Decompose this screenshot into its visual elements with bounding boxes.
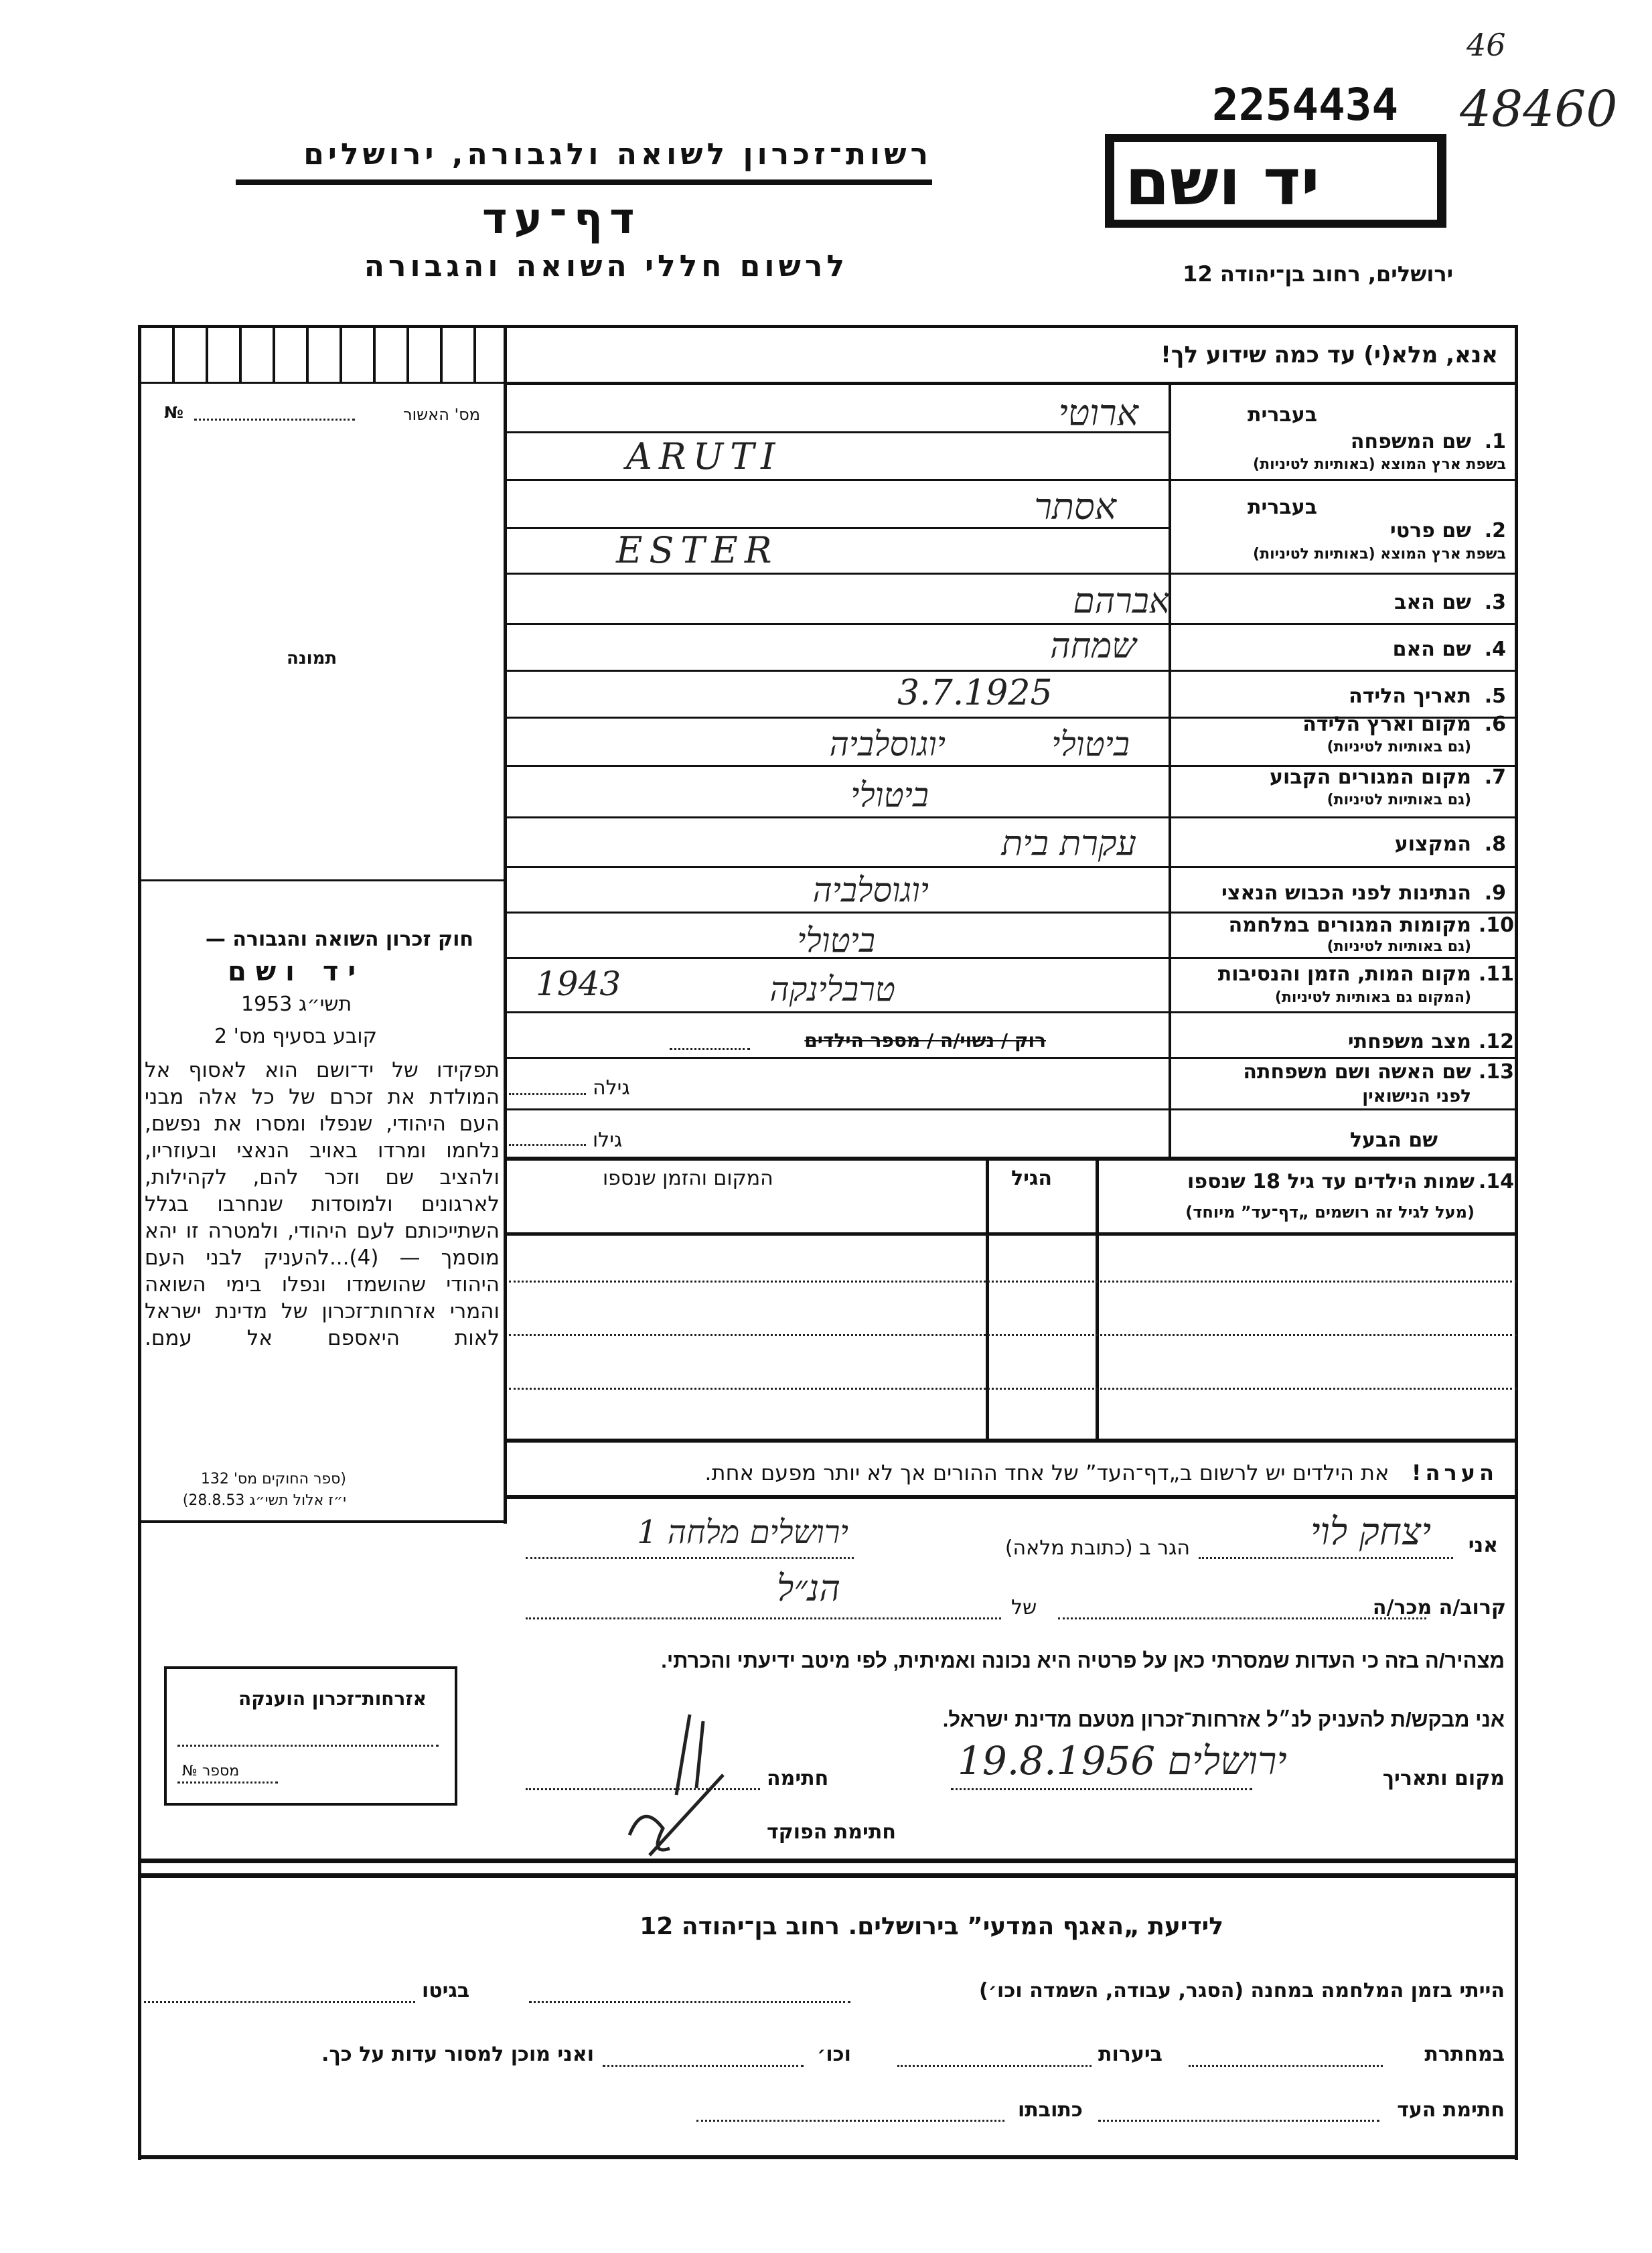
dotted-line bbox=[670, 1048, 750, 1050]
column-divider bbox=[504, 328, 507, 1524]
etc-label: וכו׳ bbox=[817, 2043, 851, 2066]
child-row[interactable] bbox=[509, 1388, 1517, 1390]
row-number: 13. bbox=[1478, 1060, 1514, 1084]
witness-signature-field[interactable] bbox=[1098, 2120, 1379, 2122]
divider bbox=[507, 1011, 1517, 1013]
row-number: 4. bbox=[1484, 638, 1506, 661]
testifier-address-value[interactable]: ירושלים מלחה 1 bbox=[637, 1514, 848, 1551]
residence-value[interactable]: ביטולי bbox=[850, 776, 929, 814]
row-number: 3. bbox=[1484, 591, 1506, 614]
place-date-field[interactable] bbox=[951, 1788, 1252, 1790]
note bbox=[704, 1460, 1498, 1485]
surname-label: שם המשפחה bbox=[1350, 430, 1471, 453]
child-row[interactable] bbox=[509, 1281, 1517, 1283]
wife-age-label: גילה bbox=[593, 1076, 630, 1100]
in-hebrew-label: בעברית bbox=[1248, 496, 1317, 519]
ghetto-field[interactable] bbox=[144, 2001, 415, 2003]
frame-left bbox=[138, 325, 141, 2160]
profession-value[interactable]: עקרת בית bbox=[1001, 824, 1136, 864]
frame-right bbox=[1515, 325, 1518, 2160]
testifier-i-label: אני bbox=[1468, 1534, 1498, 1557]
divider bbox=[507, 670, 1517, 672]
death-place-value[interactable]: טרבלינקה bbox=[769, 970, 895, 1009]
divider bbox=[507, 479, 1517, 481]
nationality-label: הנתינות לפני הכבוש הנאצי bbox=[1221, 881, 1471, 905]
birth-date-value[interactable]: 3.7.1925 bbox=[897, 673, 1053, 713]
wife-name-sublabel: לפני הנישואין bbox=[1362, 1086, 1471, 1106]
divider bbox=[507, 957, 1517, 959]
relation-value[interactable]: הנ״ל bbox=[777, 1567, 840, 1609]
row-number: 14. bbox=[1478, 1170, 1514, 1193]
mother-name-label: שם האם bbox=[1392, 638, 1471, 661]
yad-vashem-logo bbox=[1105, 134, 1446, 228]
row-number: 8. bbox=[1484, 832, 1506, 856]
willing-testify-text: ואני מוכן למסור עדות על כך. bbox=[321, 2043, 594, 2066]
first-name-latin-value[interactable]: ESTER bbox=[616, 529, 779, 571]
signature-label: חתימה bbox=[767, 1767, 829, 1790]
underground-field[interactable] bbox=[1189, 2065, 1383, 2067]
org-title: רשות־זכרון לשואה ולגבורה, ירושלים bbox=[303, 137, 932, 171]
wartime-residence-value[interactable]: ביטולי bbox=[797, 921, 875, 960]
children-age-header: הגיל bbox=[1011, 1167, 1052, 1190]
address-label: הגר ב (כתובת מלאה) bbox=[1004, 1536, 1190, 1560]
children-title: שמות הילדים עד גיל 18 שנספו bbox=[1187, 1170, 1475, 1193]
forests-label: ביערות bbox=[1098, 2043, 1162, 2066]
row-number: 1. bbox=[1484, 430, 1506, 453]
testifier-address-field[interactable] bbox=[526, 1557, 854, 1559]
latin-note: בשפת ארץ המוצא (באותיות לטיניות) bbox=[1253, 546, 1506, 563]
mother-name-value[interactable]: שמחה bbox=[1050, 626, 1136, 666]
birth-place-value[interactable]: ביטולי bbox=[1051, 725, 1130, 764]
underground-label: במחתרת bbox=[1424, 2043, 1505, 2066]
relative-label: קרוב/ה מכר/ה bbox=[1372, 1596, 1506, 1619]
birth-date-label: תאריך הלידה bbox=[1349, 684, 1471, 708]
children-col-divider bbox=[1096, 1161, 1099, 1439]
handwritten-page-number: 46 bbox=[1467, 27, 1506, 63]
row-number: 2. bbox=[1484, 519, 1506, 542]
law-reference-2: י״ז אלול תשי״ג 28.8.53) bbox=[182, 1492, 346, 1509]
address: ירושלים, רחוב בן־יהודה 12 bbox=[1183, 261, 1453, 287]
birth-place-label: מקום וארץ הלידה bbox=[1302, 713, 1471, 736]
etc-field[interactable] bbox=[603, 2065, 804, 2067]
citizenship-field[interactable] bbox=[177, 1745, 439, 1747]
divider bbox=[141, 1873, 1515, 1878]
declaration: מצהיר/ה בזה כי העדות שמסרתי כאן על פרטיה היא נכונה ואמיתית, לפי מיטב ידיעתי והכרתי. bbox=[661, 1649, 1505, 1672]
law-reference-1: (ספר החוקים מס' 132 bbox=[200, 1471, 346, 1487]
latin-note: (גם באותיות לטיניות) bbox=[1327, 739, 1471, 755]
row-number: 12. bbox=[1478, 1030, 1514, 1053]
residence-label: מקום המגורים הקבוע bbox=[1270, 766, 1471, 789]
witness-address-label: כתובתו bbox=[1018, 2098, 1083, 2122]
divider bbox=[506, 382, 1517, 385]
death-place-label: מקום המות, הזמן והנסיבות bbox=[1217, 962, 1471, 986]
divider bbox=[507, 1495, 1517, 1499]
approval-number-field[interactable] bbox=[194, 419, 355, 421]
witness-address-field[interactable] bbox=[696, 2120, 1004, 2122]
wartime-residence-label: מקומות המגורים במלחמה bbox=[1228, 914, 1471, 937]
citizenship-box-title: אזרחות־זכרון הוענקה bbox=[238, 1688, 427, 1710]
divider bbox=[507, 573, 1517, 575]
surname-value[interactable]: ארוטי bbox=[1058, 392, 1138, 434]
org-title-underline bbox=[236, 179, 932, 185]
office-use-stripes bbox=[141, 328, 506, 384]
nationality-value[interactable]: יוגוסלביה bbox=[812, 871, 929, 910]
signature-scribble bbox=[589, 1701, 763, 1862]
divider bbox=[507, 623, 1517, 625]
marital-status-label: מצב משפחתי bbox=[1347, 1030, 1471, 1053]
divider bbox=[507, 1157, 1517, 1161]
approval-label: מס' האשור bbox=[403, 405, 480, 424]
in-hebrew-label: בעברית bbox=[1248, 403, 1317, 427]
birth-country-value[interactable]: יוגוסלביה bbox=[829, 725, 946, 764]
first-name-label: שם פרטי bbox=[1390, 519, 1471, 542]
law-section: קובע בסעיף מס' 2 bbox=[214, 1025, 377, 1048]
latin-note: (גם באותיות לטיניות) bbox=[1327, 938, 1471, 955]
row-number: 5. bbox=[1484, 684, 1506, 708]
husband-age-field[interactable] bbox=[509, 1144, 586, 1146]
row-number: 7. bbox=[1484, 766, 1506, 789]
place-date-value[interactable]: ירושלים 19.8.1956 bbox=[958, 1738, 1287, 1784]
divider bbox=[507, 866, 1517, 868]
death-year-value[interactable]: 1943 bbox=[536, 964, 621, 1003]
row-number: 10. bbox=[1478, 914, 1514, 937]
form-subtitle: לרשום חללי השואה והגבורה bbox=[364, 249, 848, 283]
stamped-number: 2254434 bbox=[1212, 79, 1399, 131]
husband-age-label: גילו bbox=[593, 1129, 623, 1152]
marital-options-text: רוק / נשוי/ה / מספר הילדים bbox=[804, 1029, 1046, 1051]
marital-status-options[interactable] bbox=[804, 1029, 1046, 1051]
divider bbox=[141, 1859, 1515, 1863]
husband-name-label: שם הבעל bbox=[1349, 1129, 1438, 1152]
label-divider bbox=[1169, 385, 1171, 1157]
law-text: תפקידו של יד־ושם הוא לאסוף אל המולדת את זכרם של כל אלה מבני העם היהודי, שנפלו ומסרו את נפשם, נלחמו ומרדו באויב הנאצי ובעוזריו, ולהציב שם וזכר להם, לקהילות, לארגונים ולמוסדות שנחרבו בגלל השתייכותם לעם היהודי, ולמטרה זו יהא מוסמך — (4)...להעניק לבני העם היהודי שהושמדו ונפלו בימי השואה והמרי אזרחות־זכרון של מדינת ישראל לאות היאספם אל עמם. bbox=[145, 1058, 500, 1350]
photo-label: תמונה bbox=[287, 648, 337, 668]
witness-signature-label: חתימת העד bbox=[1397, 2098, 1505, 2122]
approval-no-sign: № bbox=[164, 403, 183, 422]
camp-text: הייתי בזמן המלחמה במחנה (הסגר, עבודה, השמדה וכו׳) bbox=[979, 1979, 1505, 2003]
row-number: 11. bbox=[1478, 962, 1514, 986]
children-place-header: המקום והזמן שנספו bbox=[603, 1167, 773, 1190]
first-name-value[interactable]: אסתר bbox=[1034, 486, 1116, 528]
ghetto-label: בגיטו bbox=[422, 1979, 470, 2003]
row-number: 6. bbox=[1484, 713, 1506, 736]
place-date-label: מקום ותאריך bbox=[1382, 1767, 1505, 1790]
divider bbox=[507, 1108, 1517, 1110]
citizenship-field[interactable] bbox=[177, 1782, 278, 1784]
father-name-label: שם האב bbox=[1394, 591, 1471, 614]
wife-name-label: שם האשה ושם משפחתה bbox=[1243, 1060, 1471, 1084]
forests-field[interactable] bbox=[897, 2065, 1092, 2067]
side-panel-bottom bbox=[141, 1520, 507, 1523]
divider bbox=[507, 1232, 1517, 1236]
bottom-title: לידיעת „האגף המדעי” בירושלים. רחוב בן־יהודה 12 bbox=[640, 1913, 1223, 1940]
latin-note: בשפת ארץ המוצא (באותיות לטיניות) bbox=[1253, 456, 1506, 473]
profession-label: המקצוע bbox=[1394, 832, 1471, 856]
surname-latin-value[interactable]: ARUTI bbox=[626, 435, 782, 478]
children-col-divider bbox=[986, 1161, 989, 1439]
camp-field[interactable] bbox=[529, 2001, 850, 2003]
law-title: חוק זכרון השואה והגבורה — bbox=[205, 928, 473, 951]
testifier-name-value[interactable]: יצחק לוי bbox=[1310, 1510, 1431, 1554]
form-title: דף־עד bbox=[482, 194, 642, 244]
logo-text: יד ושם bbox=[1125, 145, 1320, 220]
relation-field[interactable] bbox=[1058, 1617, 1426, 1619]
latin-note: (המקום גם באותיות לטיניות) bbox=[1274, 989, 1471, 1006]
citizenship-request: אני מבקש/ת להעניק לנ״ל אזרחות־זכרון מטעם מדינת ישראל. bbox=[942, 1708, 1505, 1731]
photo-box-bottom bbox=[141, 879, 504, 881]
testifier-name-field[interactable] bbox=[1199, 1557, 1453, 1559]
note-text: את הילדים יש לרשום ב„דף־העד” של אחד ההורים אך לא יותר מפעם אחת. bbox=[704, 1460, 1390, 1485]
law-year: תשי״ג 1953 bbox=[241, 993, 352, 1016]
of-label: של bbox=[1011, 1596, 1037, 1619]
frame-bottom bbox=[138, 2155, 1517, 2159]
law-name: יד ושם bbox=[228, 956, 366, 987]
citizenship-number-label: מספר № bbox=[182, 1763, 240, 1779]
officer-signature-label: חתימת הפוקד bbox=[767, 1820, 896, 1844]
row-number: 9. bbox=[1484, 881, 1506, 905]
handwritten-file-number: 48460 bbox=[1460, 80, 1618, 138]
note-label: הערה! bbox=[1411, 1460, 1498, 1485]
children-subtitle: (מעל לגיל זה רושמים „דף־עד” מיוחד) bbox=[1185, 1203, 1475, 1222]
instructions: אנא, מלא(י) עד כמה שידוע לך! bbox=[1160, 342, 1498, 368]
divider bbox=[507, 1057, 1517, 1059]
child-row[interactable] bbox=[509, 1334, 1517, 1336]
divider bbox=[507, 816, 1517, 818]
latin-note: (גם באותיות לטיניות) bbox=[1327, 792, 1471, 808]
relation-of-field[interactable] bbox=[526, 1617, 1001, 1619]
wife-age-field[interactable] bbox=[509, 1093, 586, 1095]
divider bbox=[507, 1439, 1517, 1443]
father-name-value[interactable]: אברהם bbox=[1073, 581, 1170, 622]
